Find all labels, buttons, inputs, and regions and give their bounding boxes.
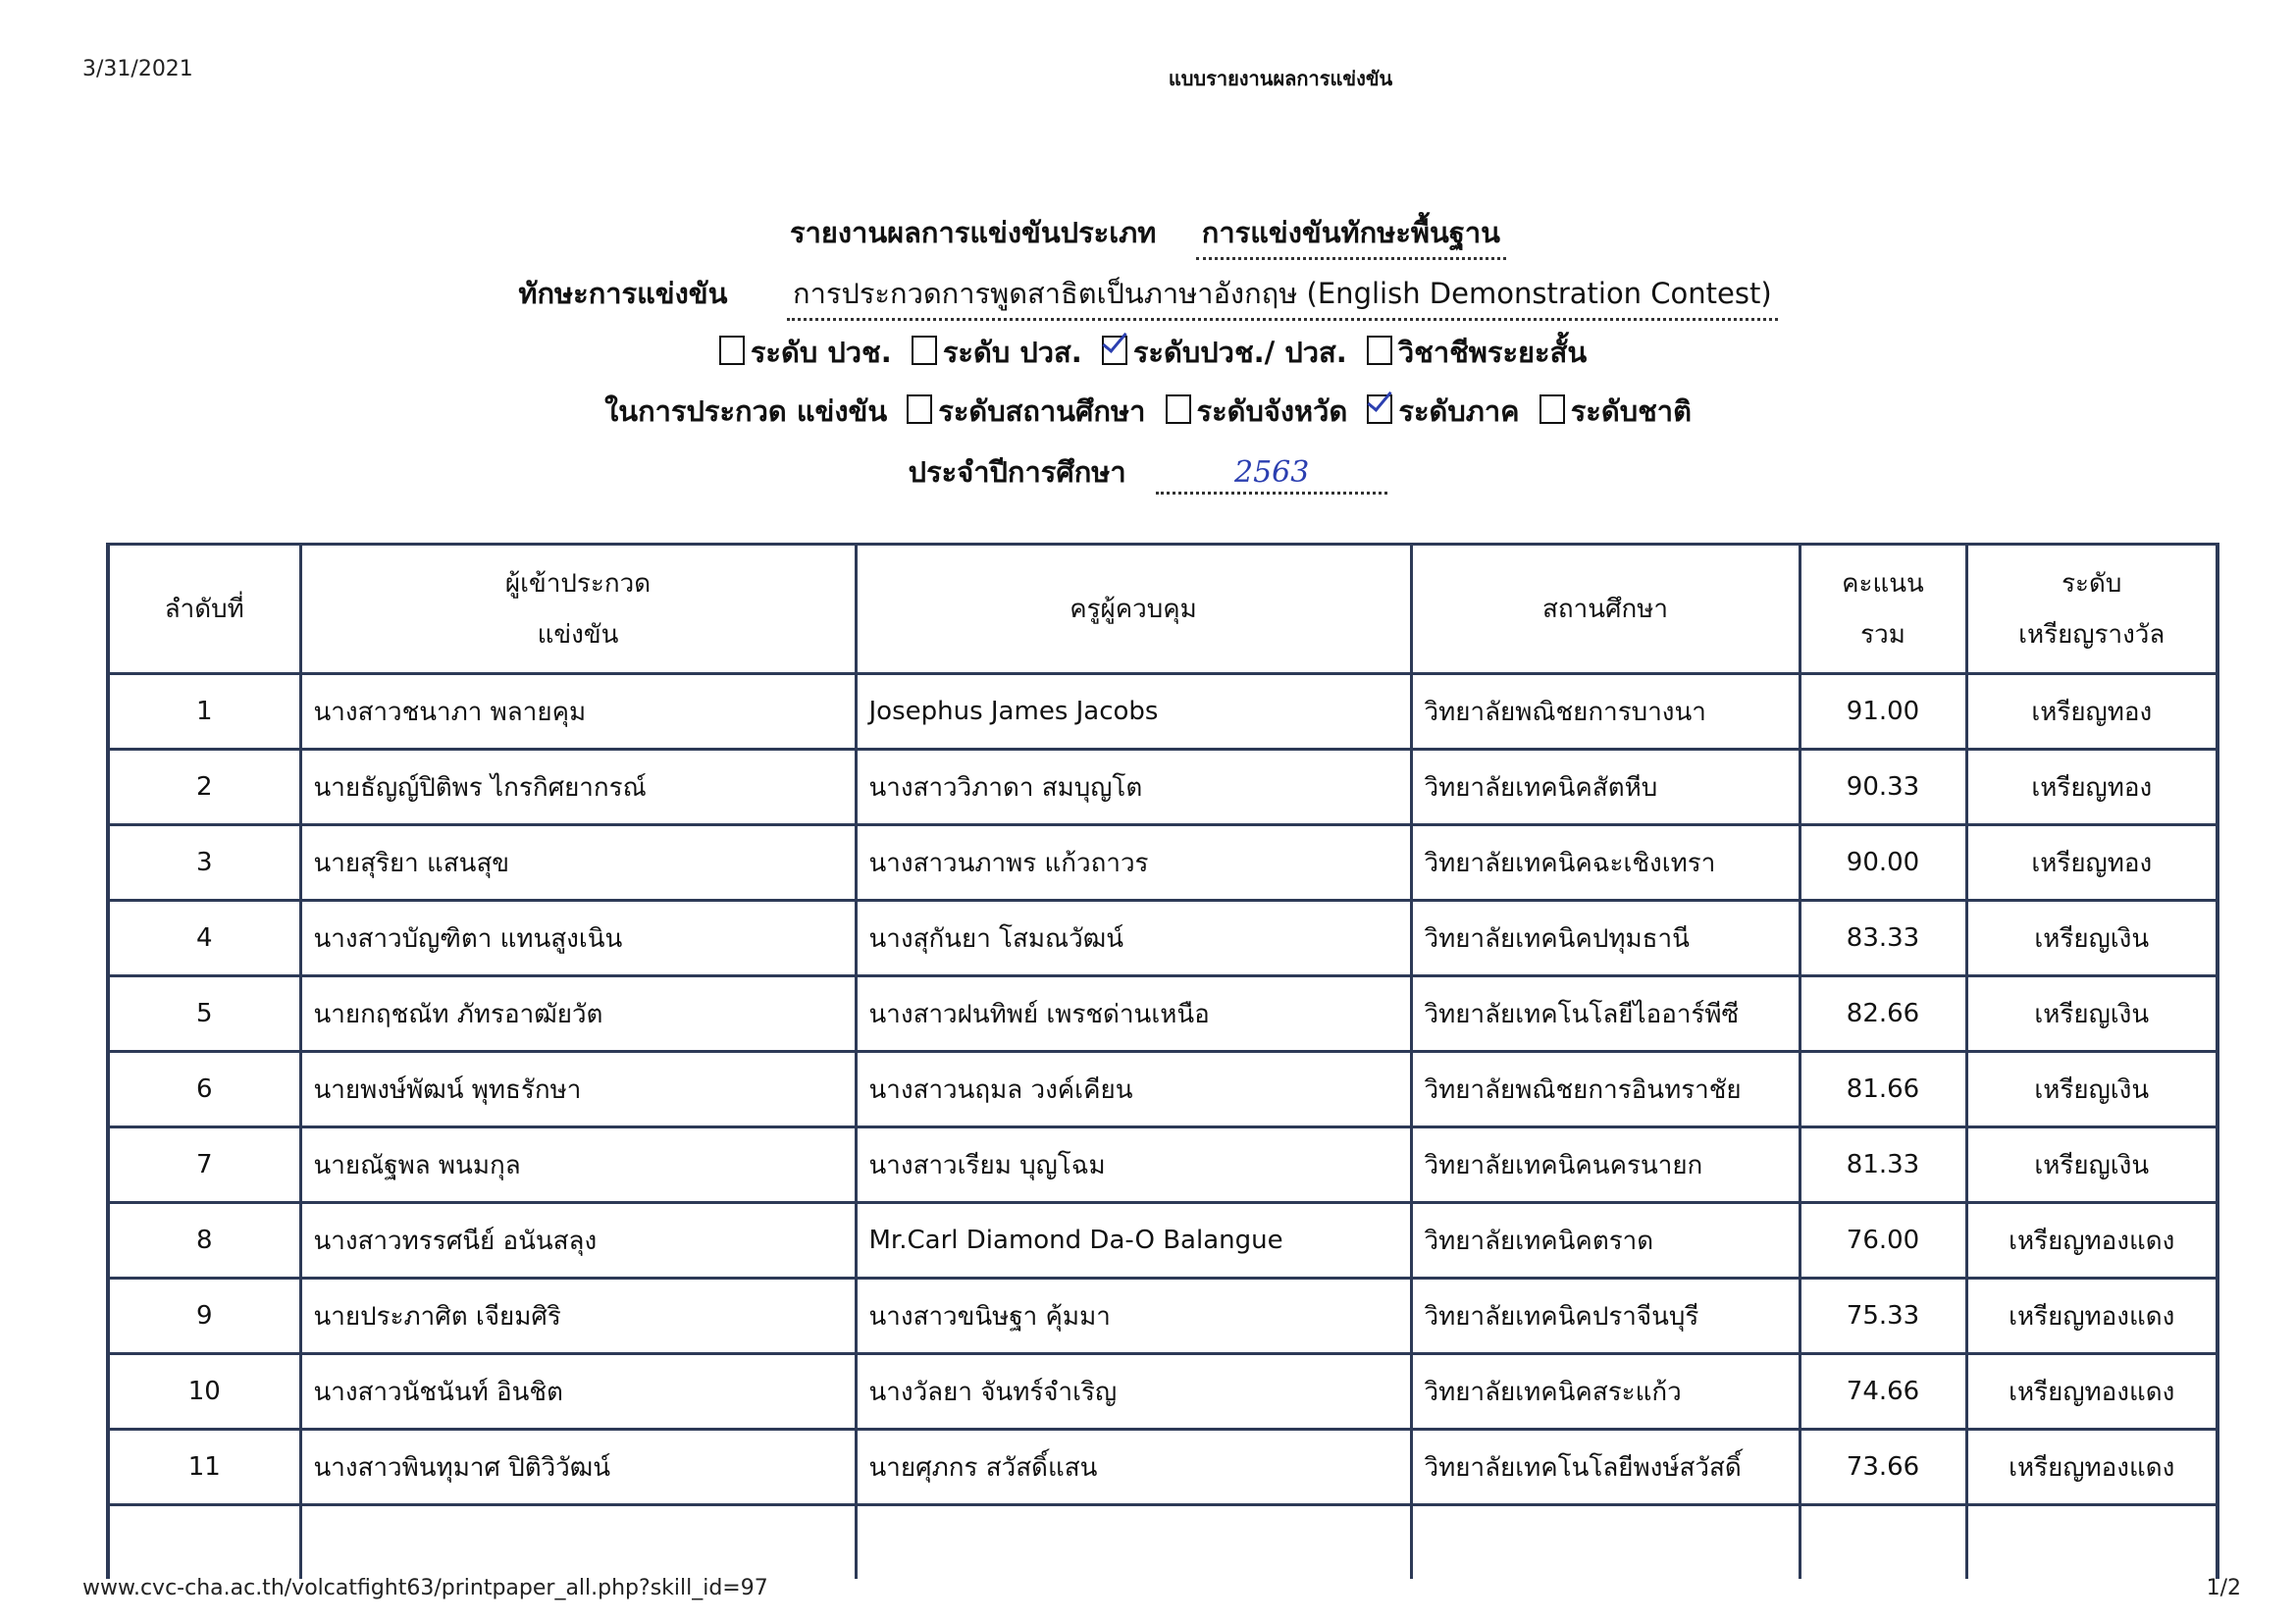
cell-score: 73.66 — [1800, 1430, 1966, 1505]
table-row — [108, 1279, 2218, 1354]
level-line — [0, 330, 2296, 375]
cell-school: วิทยาลัยเทคโนโลยีพงษ์สวัสดิ์ — [1411, 1430, 1800, 1505]
table-row — [108, 674, 2218, 750]
cell-no: 9 — [108, 1279, 300, 1354]
cell-teacher: Mr.Carl Diamond Da-O Balangue — [856, 1203, 1411, 1279]
scope-label-3: ระดับภาค — [1398, 394, 1520, 428]
scope-checkbox-1[interactable] — [907, 394, 932, 424]
cell-no: 7 — [108, 1127, 300, 1203]
skill-line — [0, 271, 2296, 321]
skill-label: ทักษะการแข่งขัน — [518, 277, 728, 310]
cell-contestant: นายณัฐพล พนมกุล — [300, 1127, 856, 1203]
report-type-value: การแข่งขันทักษะพื้นฐาน — [1196, 210, 1506, 260]
cell-teacher: Josephus James Jacobs — [856, 674, 1411, 750]
level-checkbox-1[interactable] — [719, 336, 745, 365]
cell-contestant: นางสาวชนาภา พลายคุม — [300, 674, 856, 750]
cell-school: วิทยาลัยพณิชยการอินทราชัย — [1411, 1052, 1800, 1127]
level-label-1: ระดับ ปวช. — [750, 336, 892, 369]
year-field — [1156, 455, 1387, 495]
cell-score: 83.33 — [1800, 901, 1966, 976]
cell-score: 75.33 — [1800, 1279, 1966, 1354]
cell-school: วิทยาลัยเทคนิคนครนายก — [1411, 1127, 1800, 1203]
table-row-continued — [108, 1505, 2218, 1580]
table-row — [108, 1127, 2218, 1203]
cell-school: วิทยาลัยพณิชยการบางนา — [1411, 674, 1800, 750]
cell-score: 74.66 — [1800, 1354, 1966, 1430]
cell-award: เหรียญทองแดง — [1966, 1430, 2218, 1505]
cell-teacher: นางสาวนภาพร แก้วถาวร — [856, 825, 1411, 901]
cell-contestant: นายธัญญ์ปิติพร ไกรกิศยากรณ์ — [300, 750, 856, 825]
cell-award: เหรียญทองแดง — [1966, 1279, 2218, 1354]
cell-no: 3 — [108, 825, 300, 901]
skill-value: การประกวดการพูดสาธิตเป็นภาษาอังกฤษ (English Demonstration Contest) — [787, 271, 1778, 321]
cell-no: 8 — [108, 1203, 300, 1279]
cell-school: วิทยาลัยเทคโนโลยีไออาร์พีซี — [1411, 976, 1800, 1052]
cell-no: 1 — [108, 674, 300, 750]
cell-contestant: นายกฤชณัท ภัทรอาฒัยวัต — [300, 976, 856, 1052]
table-row — [108, 901, 2218, 976]
table-header-row — [108, 545, 2218, 674]
cell-no: 6 — [108, 1052, 300, 1127]
header-score-line2: รวม — [1860, 619, 1905, 650]
cell-no: 11 — [108, 1430, 300, 1505]
table-row — [108, 825, 2218, 901]
cell-school: วิทยาลัยเทคนิคตราด — [1411, 1203, 1800, 1279]
table-row — [108, 1430, 2218, 1505]
cell-empty — [1800, 1505, 1966, 1580]
cell-teacher: นายศุภกร สวัสดิ์แสน — [856, 1430, 1411, 1505]
print-page-title: แบบรายงานผลการแข่งขัน — [1168, 67, 1393, 90]
cell-contestant: นายประภาศิต เจียมศิริ — [300, 1279, 856, 1354]
scope-label-2: ระดับจังหวัด — [1196, 394, 1348, 428]
cell-contestant: นายสุริยา แสนสุข — [300, 825, 856, 901]
header-award-line2: เหรียญรางวัล — [2018, 619, 2166, 650]
cell-school: วิทยาลัยเทคนิคปทุมธานี — [1411, 901, 1800, 976]
year-line — [0, 449, 2296, 495]
header-school: สถานศึกษา — [1411, 545, 1800, 674]
header-contestant-line1: ผู้เข้าประกวด — [504, 568, 652, 599]
scope-label: ในการประกวด แข่งขัน — [604, 394, 888, 428]
cell-contestant: นางสาวบัญฑิตา แทนสูงเนิน — [300, 901, 856, 976]
cell-award: เหรียญทอง — [1966, 674, 2218, 750]
report-type-line — [0, 210, 2296, 260]
cell-score: 82.66 — [1800, 976, 1966, 1052]
cell-school: วิทยาลัยเทคนิคปราจีนบุรี — [1411, 1279, 1800, 1354]
cell-school: วิทยาลัยเทคนิคสระแก้ว — [1411, 1354, 1800, 1430]
cell-teacher: นางสาวนฤมล วงค์เคียน — [856, 1052, 1411, 1127]
cell-school: วิทยาลัยเทคนิคสัตหีบ — [1411, 750, 1800, 825]
cell-contestant: นายพงษ์พัฒน์ พุทธรักษา — [300, 1052, 856, 1127]
year-label: ประจำปีการศึกษา — [908, 455, 1126, 489]
cell-award: เหรียญทอง — [1966, 750, 2218, 825]
cell-empty — [108, 1505, 300, 1580]
results-table — [106, 543, 2219, 1579]
table-row — [108, 1354, 2218, 1430]
cell-no: 4 — [108, 901, 300, 976]
cell-score: 91.00 — [1800, 674, 1966, 750]
table-row — [108, 750, 2218, 825]
cell-award: เหรียญเงิน — [1966, 1127, 2218, 1203]
header-score — [1800, 545, 1966, 674]
level-checkbox-2[interactable] — [912, 336, 937, 365]
print-date: 3/31/2021 — [82, 57, 193, 81]
scope-checkbox-2[interactable] — [1166, 394, 1191, 424]
cell-no: 2 — [108, 750, 300, 825]
cell-award: เหรียญทองแดง — [1966, 1203, 2218, 1279]
cell-award: เหรียญทอง — [1966, 825, 2218, 901]
level-label-3: ระดับปวช./ ปวส. — [1132, 336, 1347, 369]
table-row — [108, 976, 2218, 1052]
print-url: www.cvc-cha.ac.th/volcatfight63/printpaper_all.php?skill_id=97 — [82, 1576, 768, 1600]
header-award-line1: ระดับ — [2061, 568, 2122, 599]
header-contestant-line2: แข่งขัน — [537, 619, 619, 650]
level-checkbox-3[interactable] — [1102, 336, 1127, 365]
year-value: 2563 — [1233, 455, 1310, 490]
cell-teacher: นางวัลยา จันทร์จำเริญ — [856, 1354, 1411, 1430]
table-row — [108, 1203, 2218, 1279]
cell-teacher: นางสาวเรียม บุญโฉม — [856, 1127, 1411, 1203]
level-label-2: ระดับ ปวส. — [942, 336, 1082, 369]
cell-award: เหรียญเงิน — [1966, 976, 2218, 1052]
level-label-4: วิชาชีพระยะสั้น — [1397, 336, 1588, 369]
cell-empty — [856, 1505, 1411, 1580]
cell-score: 81.66 — [1800, 1052, 1966, 1127]
cell-no: 10 — [108, 1354, 300, 1430]
scope-checkbox-4[interactable] — [1539, 394, 1565, 424]
scope-line — [0, 389, 2296, 434]
scope-checkbox-3[interactable] — [1367, 394, 1392, 424]
cell-award: เหรียญเงิน — [1966, 1052, 2218, 1127]
cell-empty — [300, 1505, 856, 1580]
cell-score: 90.00 — [1800, 825, 1966, 901]
cell-no: 5 — [108, 976, 300, 1052]
cell-teacher: นางสาวฝนทิพย์ เพรชด่านเหนือ — [856, 976, 1411, 1052]
cell-empty — [1411, 1505, 1800, 1580]
header-teacher: ครูผู้ควบคุม — [856, 545, 1411, 674]
scope-label-1: ระดับสถานศึกษา — [938, 394, 1146, 428]
header-score-line1: คะแนน — [1842, 568, 1924, 599]
cell-school: วิทยาลัยเทคนิคฉะเชิงเทรา — [1411, 825, 1800, 901]
cell-contestant: นางสาวนัชนันท์ อินชิต — [300, 1354, 856, 1430]
header-award — [1966, 545, 2218, 674]
header-no: ลำดับที่ — [108, 545, 300, 674]
cell-award: เหรียญทองแดง — [1966, 1354, 2218, 1430]
cell-score: 76.00 — [1800, 1203, 1966, 1279]
cell-score: 81.33 — [1800, 1127, 1966, 1203]
cell-contestant: นางสาวพินทุมาศ ปิติวิวัฒน์ — [300, 1430, 856, 1505]
print-page-number: 1/2 — [2206, 1576, 2241, 1600]
cell-score: 90.33 — [1800, 750, 1966, 825]
scope-label-4: ระดับชาติ — [1570, 394, 1692, 428]
table-row — [108, 1052, 2218, 1127]
cell-teacher: นางสาวขนิษฐา คุ้มมา — [856, 1279, 1411, 1354]
level-checkbox-4[interactable] — [1367, 336, 1392, 365]
report-type-label: รายงานผลการแข่งขันประเภท — [790, 216, 1157, 249]
header-contestant — [300, 545, 856, 674]
cell-teacher: นางสุกันยา โสมณวัฒน์ — [856, 901, 1411, 976]
cell-empty — [1966, 1505, 2218, 1580]
cell-award: เหรียญเงิน — [1966, 901, 2218, 976]
cell-teacher: นางสาววิภาดา สมบุญโต — [856, 750, 1411, 825]
cell-contestant: นางสาวทรรศนีย์ อนันสลุง — [300, 1203, 856, 1279]
